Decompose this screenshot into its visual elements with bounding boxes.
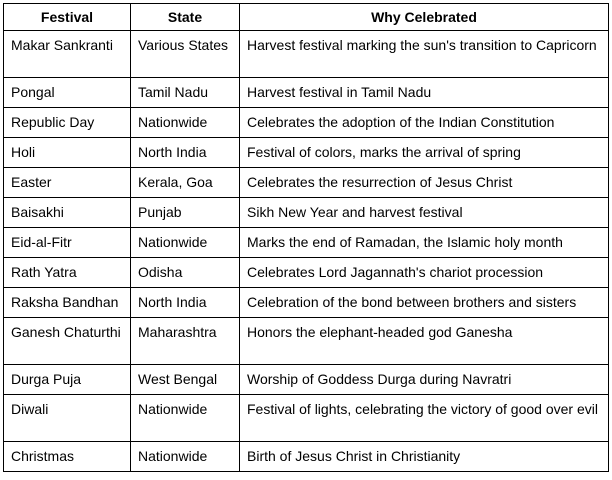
table-row <box>4 198 609 228</box>
why-cell: Festival of colors, marks the arrival of spring <box>240 138 609 168</box>
state-cell: Tamil Nadu <box>131 78 240 108</box>
table-row <box>4 442 609 472</box>
state-cell: Punjab <box>131 198 240 228</box>
header-why-celebrated: Why Celebrated <box>240 4 609 31</box>
festival-cell: Diwali <box>4 395 131 442</box>
why-cell: Celebration of the bond between brothers and sisters <box>240 288 609 318</box>
state-cell: North India <box>131 288 240 318</box>
table-row <box>4 258 609 288</box>
state-cell: North India <box>131 138 240 168</box>
festival-cell: Holi <box>4 138 131 168</box>
why-cell: Celebrates the adoption of the Indian Constitution <box>240 108 609 138</box>
festival-cell: Baisakhi <box>4 198 131 228</box>
state-cell: Various States <box>131 31 240 78</box>
state-cell: Nationwide <box>131 395 240 442</box>
table-row <box>4 78 609 108</box>
festival-cell: Eid-al-Fitr <box>4 228 131 258</box>
header-festival: Festival <box>4 4 131 31</box>
state-cell: Nationwide <box>131 442 240 472</box>
table-row <box>4 365 609 395</box>
table-row <box>4 108 609 138</box>
table-row <box>4 31 609 78</box>
header-row <box>4 4 609 31</box>
state-cell: West Bengal <box>131 365 240 395</box>
table-row <box>4 228 609 258</box>
festival-cell: Ganesh Chaturthi <box>4 318 131 365</box>
state-cell: Odisha <box>131 258 240 288</box>
why-cell: Worship of Goddess Durga during Navratri <box>240 365 609 395</box>
festival-cell: Makar Sankranti <box>4 31 131 78</box>
festival-cell: Rath Yatra <box>4 258 131 288</box>
why-cell: Sikh New Year and harvest festival <box>240 198 609 228</box>
why-cell: Celebrates the resurrection of Jesus Christ <box>240 168 609 198</box>
table-row <box>4 288 609 318</box>
festival-cell: Republic Day <box>4 108 131 138</box>
festival-cell: Pongal <box>4 78 131 108</box>
why-cell: Festival of lights, celebrating the victory of good over evil <box>240 395 609 442</box>
table-row <box>4 168 609 198</box>
why-cell: Honors the elephant-headed god Ganesha <box>240 318 609 365</box>
why-cell: Celebrates Lord Jagannath's chariot procession <box>240 258 609 288</box>
festivals-table <box>3 3 609 472</box>
festival-cell: Durga Puja <box>4 365 131 395</box>
state-cell: Maharashtra <box>131 318 240 365</box>
state-cell: Nationwide <box>131 108 240 138</box>
festival-cell: Easter <box>4 168 131 198</box>
header-state: State <box>131 4 240 31</box>
table-row <box>4 318 609 365</box>
state-cell: Nationwide <box>131 228 240 258</box>
why-cell: Harvest festival in Tamil Nadu <box>240 78 609 108</box>
table-row <box>4 395 609 442</box>
why-cell: Birth of Jesus Christ in Christianity <box>240 442 609 472</box>
table-row <box>4 138 609 168</box>
festival-cell: Christmas <box>4 442 131 472</box>
festival-cell: Raksha Bandhan <box>4 288 131 318</box>
state-cell: Kerala, Goa <box>131 168 240 198</box>
why-cell: Marks the end of Ramadan, the Islamic holy month <box>240 228 609 258</box>
why-cell: Harvest festival marking the sun's transition to Capricorn <box>240 31 609 78</box>
